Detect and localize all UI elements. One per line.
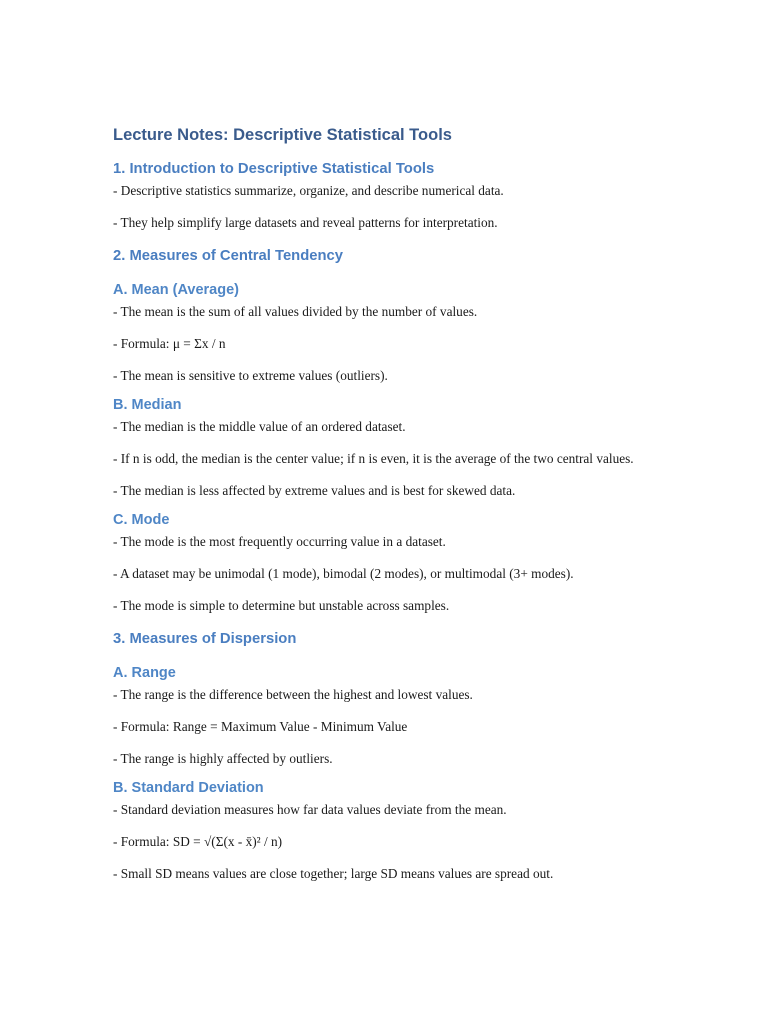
paragraph: - The mean is sensitive to extreme values (outliers).: [113, 368, 388, 383]
subsection-standard-deviation: [113, 779, 653, 884]
section-dispersion: [113, 630, 653, 884]
paragraph: - They help simplify large datasets and reveal patterns for interpretation.: [113, 215, 498, 230]
section-introduction: [113, 160, 653, 233]
document-title: Lecture Notes: Descriptive Statistical Tools: [113, 126, 452, 144]
section-heading-introduction: 1. Introduction to Descriptive Statistical Tools: [113, 161, 435, 177]
paragraph: - The mode is simple to determine but unstable across samples.: [113, 598, 450, 613]
paragraph: - The median is the middle value of an ordered dataset.: [113, 419, 406, 434]
paragraph: - The range is the difference between the highest and lowest values.: [113, 687, 473, 702]
paragraph: - Formula: Range = Maximum Value - Minimum Value: [113, 719, 408, 734]
subsection-heading-range: A. Range: [113, 665, 176, 681]
paragraph: - Formula: SD = √(Σ(x - x̄)² / n): [113, 834, 283, 849]
subsection-heading-median: B. Median: [113, 397, 182, 413]
subsection-median: [113, 396, 653, 501]
paragraph: - Small SD means values are close together; large SD means values are spread out.: [113, 866, 554, 881]
paragraph: - The median is less affected by extreme values and is best for skewed data.: [113, 483, 516, 498]
subsection-range: [113, 664, 653, 769]
paragraph: - Descriptive statistics summarize, organize, and describe numerical data.: [113, 183, 504, 198]
subsection-mean: [113, 281, 653, 386]
subsection-heading-standard-deviation: B. Standard Deviation: [113, 780, 264, 796]
subsection-heading-mean: A. Mean (Average): [113, 282, 239, 298]
paragraph: - If n is odd, the median is the center value; if n is even, it is the average of the two central values.: [113, 451, 634, 466]
subsection-mode: [113, 511, 653, 616]
document-content: [113, 125, 653, 896]
section-heading-dispersion: 3. Measures of Dispersion: [113, 631, 297, 647]
paragraph: - The mean is the sum of all values divided by the number of values.: [113, 304, 478, 319]
paragraph: - Formula: μ = Σx / n: [113, 336, 226, 351]
paragraph: - The mode is the most frequently occurring value in a dataset.: [113, 534, 446, 549]
paragraph: - The range is highly affected by outliers.: [113, 751, 333, 766]
subsection-heading-mode: C. Mode: [113, 512, 170, 528]
section-heading-central-tendency: 2. Measures of Central Tendency: [113, 248, 343, 264]
section-central-tendency: [113, 247, 653, 616]
paragraph: - A dataset may be unimodal (1 mode), bimodal (2 modes), or multimodal (3+ modes).: [113, 566, 574, 581]
paragraph: - Standard deviation measures how far data values deviate from the mean.: [113, 802, 507, 817]
